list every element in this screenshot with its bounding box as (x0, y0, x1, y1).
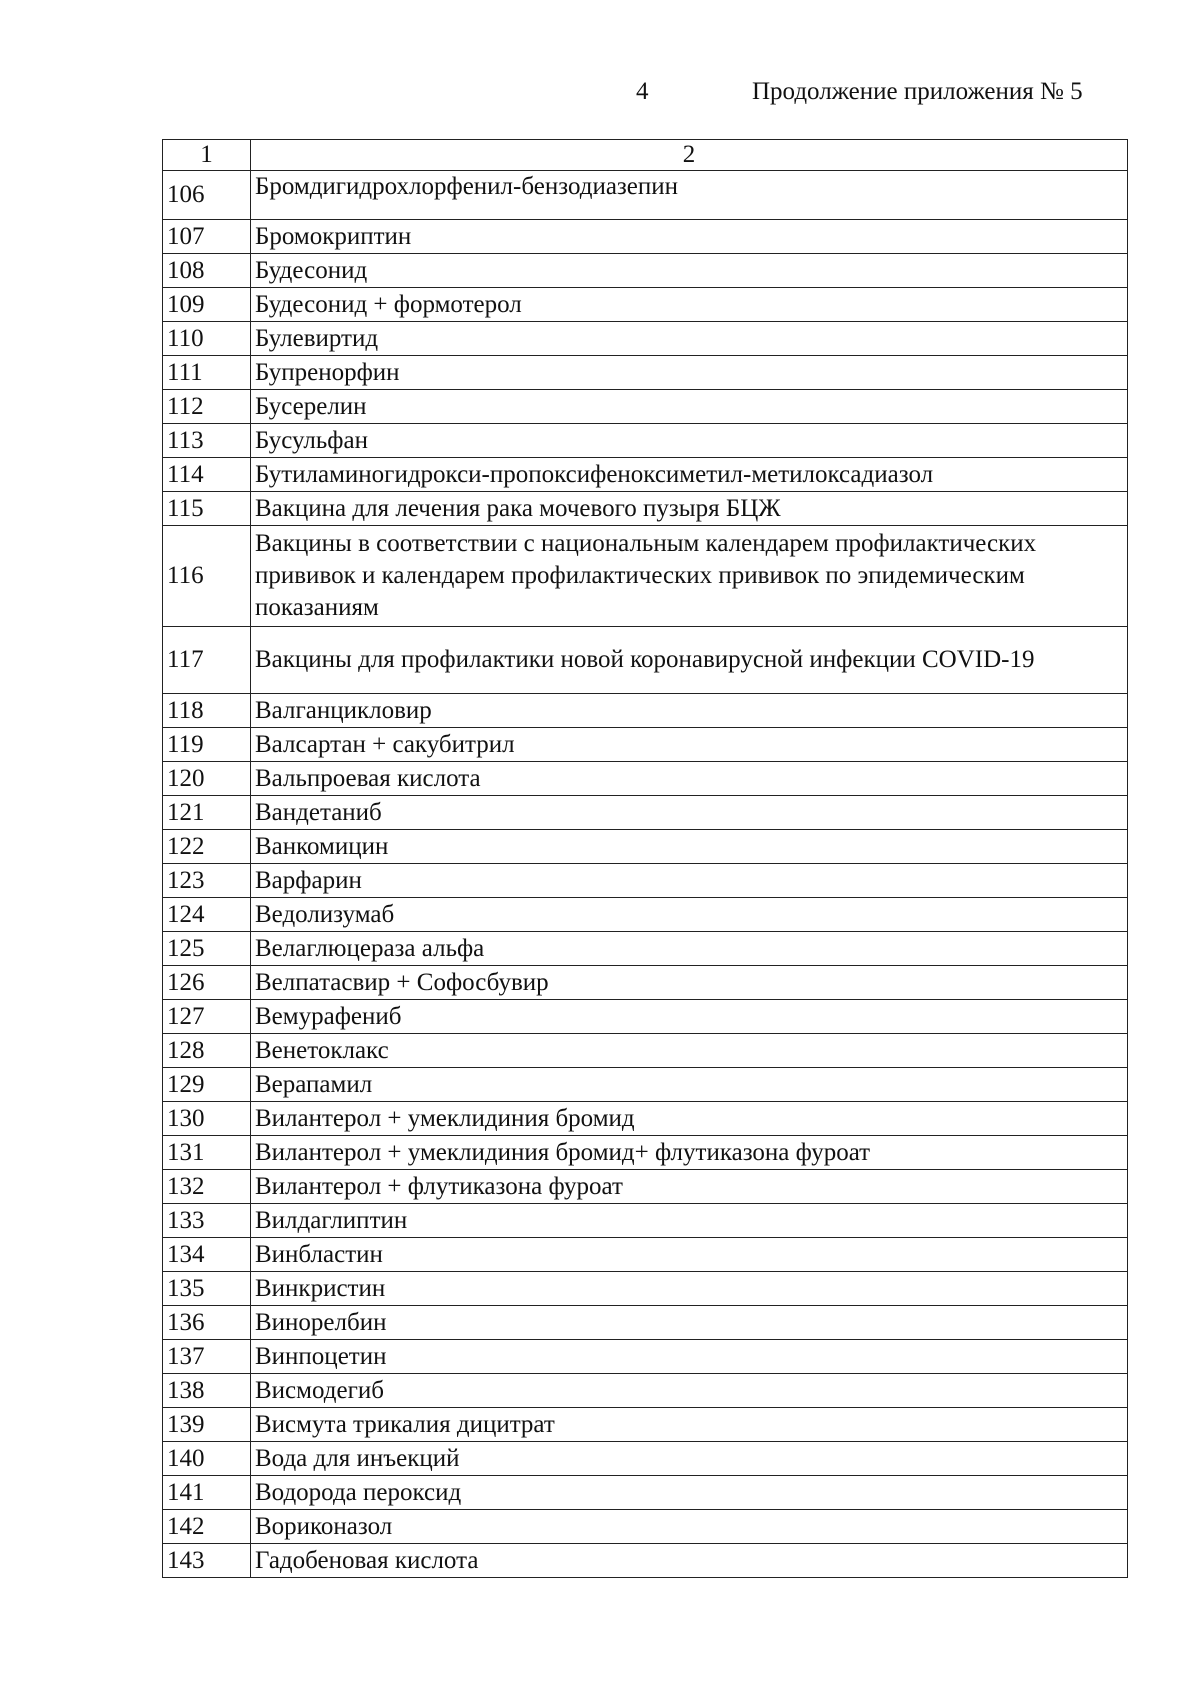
drug-name: Вилантерол + флутиказона фуроат (251, 1170, 1128, 1204)
drug-list-table (162, 139, 1128, 1578)
table-header-row (163, 140, 1128, 171)
row-number: 134 (163, 1238, 251, 1272)
table-row (163, 1476, 1128, 1510)
row-number: 124 (163, 898, 251, 932)
row-number: 137 (163, 1340, 251, 1374)
row-number: 127 (163, 1000, 251, 1034)
table-row (163, 966, 1128, 1000)
drug-name: Бупренорфин (251, 356, 1128, 390)
table-row (163, 1204, 1128, 1238)
table-row (163, 1170, 1128, 1204)
drug-name: Вакцины в соответствии с национальным календарем профилактических прививок и календарем профилактических прививок по эпидемическим показаниям (251, 526, 1128, 627)
table-row (163, 830, 1128, 864)
table-row (163, 288, 1128, 322)
drug-name: Вандетаниб (251, 796, 1128, 830)
row-number: 117 (163, 627, 251, 694)
table-row (163, 1442, 1128, 1476)
drug-name: Бусерелин (251, 390, 1128, 424)
drug-name: Винпоцетин (251, 1340, 1128, 1374)
drug-name: Валсартан + сакубитрил (251, 728, 1128, 762)
drug-name: Велпатасвир + Софосбувир (251, 966, 1128, 1000)
row-number: 113 (163, 424, 251, 458)
drug-name: Бусульфан (251, 424, 1128, 458)
row-number: 139 (163, 1408, 251, 1442)
table-row (163, 254, 1128, 288)
table-row (163, 1374, 1128, 1408)
table-row (163, 424, 1128, 458)
drug-name: Ванкомицин (251, 830, 1128, 864)
drug-name: Вакцина для лечения рака мочевого пузыря БЦЖ (251, 492, 1128, 526)
row-number: 135 (163, 1272, 251, 1306)
row-number: 121 (163, 796, 251, 830)
row-number: 109 (163, 288, 251, 322)
row-number: 131 (163, 1136, 251, 1170)
table-row (163, 1034, 1128, 1068)
drug-name: Висмута трикалия дицитрат (251, 1408, 1128, 1442)
row-number: 123 (163, 864, 251, 898)
drug-name: Варфарин (251, 864, 1128, 898)
table-row (163, 390, 1128, 424)
drug-name: Вилантерол + умеклидиния бромид (251, 1102, 1128, 1136)
row-number: 110 (163, 322, 251, 356)
row-number: 111 (163, 356, 251, 390)
table-row (163, 1272, 1128, 1306)
row-number: 138 (163, 1374, 251, 1408)
table-row (163, 526, 1128, 627)
table-row (163, 171, 1128, 220)
drug-name: Верапамил (251, 1068, 1128, 1102)
row-number: 114 (163, 458, 251, 492)
drug-name: Вакцины для профилактики новой коронавирусной инфекции COVID-19 (251, 627, 1128, 694)
row-number: 143 (163, 1544, 251, 1578)
drug-name: Валганцикловир (251, 694, 1128, 728)
drug-name: Ведолизумаб (251, 898, 1128, 932)
drug-name: Винбластин (251, 1238, 1128, 1272)
table-row (163, 1000, 1128, 1034)
row-number: 128 (163, 1034, 251, 1068)
row-number: 141 (163, 1476, 251, 1510)
column-header-2: 2 (251, 140, 1128, 171)
table-row (163, 1136, 1128, 1170)
drug-name: Булевиртид (251, 322, 1128, 356)
continuation-title: Продолжение приложения № 5 (752, 78, 1083, 105)
drug-name: Бутиламиногидрокси-пропоксифеноксиметил-метилоксадиазол (251, 458, 1128, 492)
drug-name: Вилантерол + умеклидиния бромид+ флутиказона фуроат (251, 1136, 1128, 1170)
drug-name: Бромокриптин (251, 220, 1128, 254)
row-number: 130 (163, 1102, 251, 1136)
table-row (163, 1102, 1128, 1136)
drug-name: Висмодегиб (251, 1374, 1128, 1408)
drug-name: Винкристин (251, 1272, 1128, 1306)
table-row (163, 627, 1128, 694)
table-row (163, 932, 1128, 966)
row-number: 112 (163, 390, 251, 424)
table-row (163, 796, 1128, 830)
page-header (0, 78, 1200, 118)
row-number: 133 (163, 1204, 251, 1238)
table-row (163, 458, 1128, 492)
row-number: 142 (163, 1510, 251, 1544)
row-number: 129 (163, 1068, 251, 1102)
drug-name: Гадобеновая кислота (251, 1544, 1128, 1578)
table-row (163, 1068, 1128, 1102)
drug-name: Будесонид + формотерол (251, 288, 1128, 322)
drug-name: Вода для инъекций (251, 1442, 1128, 1476)
table-row (163, 728, 1128, 762)
row-number: 118 (163, 694, 251, 728)
row-number: 136 (163, 1306, 251, 1340)
drug-name: Бромдигидрохлорфенил-бензодиазепин (251, 171, 1128, 220)
drug-name: Водорода пероксид (251, 1476, 1128, 1510)
table-row (163, 1544, 1128, 1578)
drug-name: Велаглюцераза альфа (251, 932, 1128, 966)
drug-name: Будесонид (251, 254, 1128, 288)
table-row (163, 322, 1128, 356)
row-number: 122 (163, 830, 251, 864)
table-row (163, 220, 1128, 254)
table-row (163, 1306, 1128, 1340)
row-number: 132 (163, 1170, 251, 1204)
drug-name: Вальпроевая кислота (251, 762, 1128, 796)
table-row (163, 1408, 1128, 1442)
row-number: 119 (163, 728, 251, 762)
table-row (163, 694, 1128, 728)
table-row (163, 1340, 1128, 1374)
table-row (163, 1510, 1128, 1544)
row-number: 107 (163, 220, 251, 254)
table-row (163, 864, 1128, 898)
row-number: 120 (163, 762, 251, 796)
row-number: 125 (163, 932, 251, 966)
table-row (163, 762, 1128, 796)
row-number: 116 (163, 526, 251, 627)
row-number: 115 (163, 492, 251, 526)
drug-name: Винорелбин (251, 1306, 1128, 1340)
page-number: 4 (636, 78, 649, 105)
table-row (163, 898, 1128, 932)
column-header-1: 1 (163, 140, 251, 171)
row-number: 108 (163, 254, 251, 288)
row-number: 106 (163, 171, 251, 220)
table-row (163, 356, 1128, 390)
row-number: 126 (163, 966, 251, 1000)
table-row (163, 492, 1128, 526)
drug-name: Вориконазол (251, 1510, 1128, 1544)
drug-name: Вилдаглиптин (251, 1204, 1128, 1238)
table-row (163, 1238, 1128, 1272)
drug-name: Вемурафениб (251, 1000, 1128, 1034)
drug-name: Венетоклакс (251, 1034, 1128, 1068)
row-number: 140 (163, 1442, 251, 1476)
